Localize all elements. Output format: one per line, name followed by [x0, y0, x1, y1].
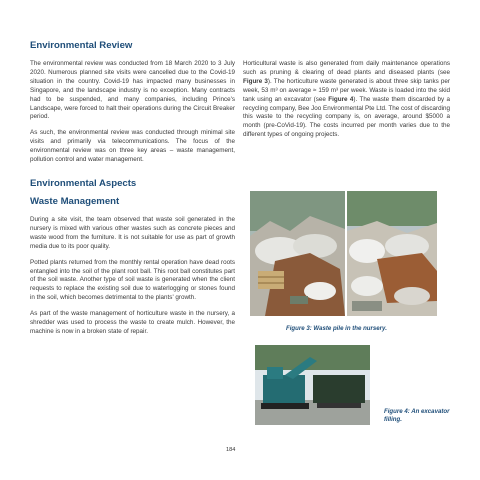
figure-3-reference: Figure 3 — [243, 77, 268, 85]
figure-4-photo — [255, 345, 370, 425]
figure-3-photo-right — [347, 191, 437, 316]
paragraph-review-period: The environmental review was conducted from 18 March 2020 to 3 July 2020. Numerous planned site visits were cancelled due to the Covid-19 situation in the country. Covid-19 has impacted many businesses in Singapore, and the landscape industry is no exception. Many contracts had to be suspended, and many companies, including Prince's Landscape, were forced to halt their operations during the Circuit Breaker period. — [30, 60, 235, 121]
figure-3-photo-left — [250, 191, 345, 316]
figure-4-reference: Figure 4 — [328, 95, 354, 103]
subsection-heading-waste-management: Waste Management — [30, 195, 120, 207]
section-heading-environmental-aspects: Environmental Aspects — [30, 177, 137, 189]
paragraph-horticultural-waste — [243, 60, 450, 140]
paragraph-potted-plants: Potted plants returned from the monthly rental operation have dead roots entangled into the soil of the plant root ball. This root ball constitutes part of the soil waste. Another type of soil waste is generated when the client requests to replace the existing soil due to waterlogging or stones found in the soil, which becomes detrimental to the plants' growth. — [30, 258, 235, 302]
text-run: Horticultural waste is also generated from daily maintenance operations such as pruning & clearing of dead plants and diseased plants (see — [243, 60, 450, 76]
section-heading-environmental-review: Environmental Review — [30, 40, 133, 51]
figure-3-caption: Figure 3: Waste pile in the nursery. — [286, 325, 387, 332]
paragraph-review-method: As such, the environmental review was conducted through minimal site visits and primarily via telecommunications. The focus of the environmental review was on three key areas – waste management, pollution control and water management. — [30, 129, 235, 164]
left-column — [30, 40, 235, 344]
right-column — [243, 60, 450, 147]
figure-4-caption: Figure 4: An excavator filling. — [384, 408, 450, 423]
paragraph-shredder: As part of the waste management of horticulture waste in the nursery, a shredder was used to process the waste to create mulch. However, the machine is now in a broken state of repair. — [30, 310, 235, 335]
text-run: ). The waste them discarded by a recycling company, Bee Joo Environmental Pte Ltd. The cost of discarding this waste to the recycling company is, on average, around $5000 a month (pre-CoVid-19). The costs incurred per month varies due to the different types of ongoing projects. — [243, 95, 450, 139]
page-number: 184 — [226, 447, 236, 453]
text-run: ). The horticulture waste generated is about three skip tanks per week, 53 m³ on average ≈ 159 m³ per week. Waste is loaded into the skid tank using an excavator (see — [243, 77, 450, 103]
paragraph-waste-soil: During a site visit, the team observed that waste soil generated in the nursery is mixed with various other wastes such as concrete pieces and waste wood from the furniture. It is not suitable for use as part of growth media due to its poor quality. — [30, 215, 235, 250]
